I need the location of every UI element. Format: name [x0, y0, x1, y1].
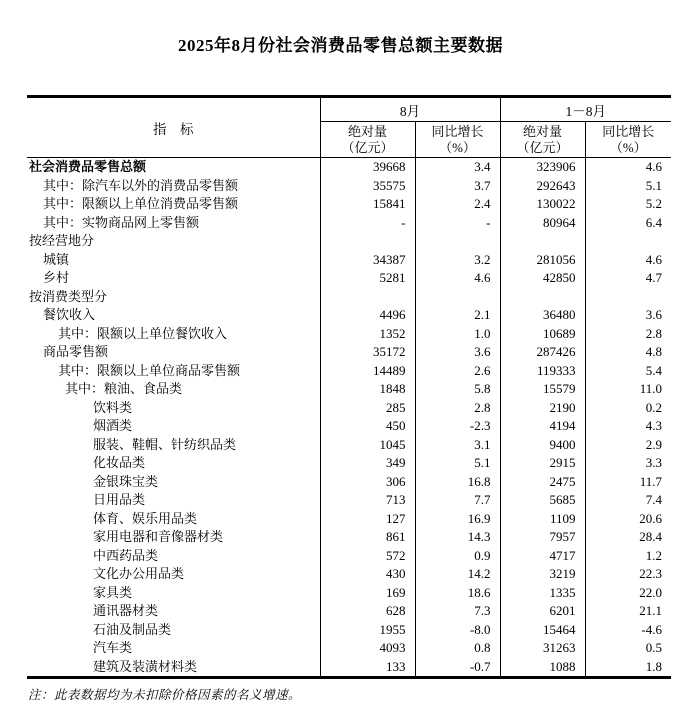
- row-value: 31263: [500, 639, 585, 658]
- row-value: -0.7: [415, 658, 500, 678]
- table-header: [27, 97, 671, 158]
- row-value: 130022: [500, 195, 585, 214]
- row-value: 1.8: [585, 658, 671, 678]
- row-value: 306: [320, 473, 415, 492]
- row-value: 22.0: [585, 584, 671, 603]
- row-value: -8.0: [415, 621, 500, 640]
- row-label: 其中：限额以上单位商品零售额: [58, 362, 241, 378]
- row-value: 9400: [500, 436, 585, 455]
- row-value: 2915: [500, 454, 585, 473]
- row-value: 3219: [500, 565, 585, 584]
- table-row: [27, 380, 671, 399]
- row-value: 3.2: [415, 251, 500, 270]
- table-row: [27, 491, 671, 510]
- row-value: 0.5: [585, 639, 671, 658]
- row-label: 餐饮收入: [43, 307, 96, 322]
- row-value: 1955: [320, 621, 415, 640]
- row-value: 1045: [320, 436, 415, 455]
- header-line: （亿元）: [341, 139, 394, 155]
- row-value: [500, 232, 585, 251]
- row-value: 127: [320, 510, 415, 529]
- row-value: 80964: [500, 214, 585, 233]
- table-row: [27, 177, 671, 196]
- header-line: 绝对量: [347, 123, 387, 139]
- row-value: 1.0: [415, 325, 500, 344]
- row-label: 商品零售额: [43, 344, 109, 359]
- indicator-column-header: 指 标: [27, 97, 320, 158]
- row-value: 861: [320, 528, 415, 547]
- row-label: 服装、鞋帽、针纺织品类: [93, 436, 237, 452]
- row-value: 281056: [500, 251, 585, 270]
- row-label: 乡村: [43, 270, 70, 285]
- table-row: [27, 621, 671, 640]
- row-value: 4.7: [585, 269, 671, 288]
- header-absolute-august: [320, 122, 415, 158]
- row-label: 建筑及装潢材料类: [93, 658, 198, 674]
- row-label: 家用电器和音像器材类: [93, 529, 224, 544]
- table-row: [27, 343, 671, 362]
- row-value: 572: [320, 547, 415, 566]
- row-value: 1.2: [585, 547, 671, 566]
- row-value: 3.1: [415, 436, 500, 455]
- header-growth-august: [415, 122, 500, 158]
- row-label: 饮料类: [93, 399, 133, 415]
- row-value: 3.4: [415, 158, 500, 177]
- row-value: 3.3: [585, 454, 671, 473]
- row-value: 20.6: [585, 510, 671, 529]
- row-value: [320, 288, 415, 307]
- row-value: 14489: [320, 362, 415, 381]
- row-value: 4093: [320, 639, 415, 658]
- row-value: 39668: [320, 158, 415, 177]
- row-label: 汽车类: [93, 640, 133, 655]
- row-value: 4.6: [585, 251, 671, 270]
- row-value: 5685: [500, 491, 585, 510]
- table-row: [27, 658, 671, 678]
- table-row: [27, 158, 671, 177]
- row-value: 5.4: [585, 362, 671, 381]
- row-value: 6201: [500, 602, 585, 621]
- table-row: [27, 325, 671, 344]
- table-row: [27, 584, 671, 603]
- row-value: 4717: [500, 547, 585, 566]
- row-value: 22.3: [585, 565, 671, 584]
- row-value: 6.4: [585, 214, 671, 233]
- row-value: 42850: [500, 269, 585, 288]
- row-label: 其中：限额以上单位餐饮收入: [58, 325, 228, 341]
- row-label: 其中：限额以上单位消费品零售额: [43, 196, 239, 211]
- row-value: [320, 232, 415, 251]
- row-value: 169: [320, 584, 415, 603]
- row-value: 28.4: [585, 528, 671, 547]
- table-body: [27, 158, 671, 678]
- row-value: 2190: [500, 399, 585, 418]
- row-label: 日用品类: [93, 492, 146, 507]
- row-value: 21.1: [585, 602, 671, 621]
- row-value: 133: [320, 658, 415, 678]
- row-value: 5.8: [415, 380, 500, 399]
- row-label: 按消费类型分: [29, 288, 108, 304]
- row-value: 2.4: [415, 195, 500, 214]
- row-value: 15579: [500, 380, 585, 399]
- row-value: 18.6: [415, 584, 500, 603]
- table-row: [27, 528, 671, 547]
- row-value: -: [415, 214, 500, 233]
- table-row: [27, 417, 671, 436]
- row-value: 36480: [500, 306, 585, 325]
- row-value: 2475: [500, 473, 585, 492]
- header-line: （%）: [439, 139, 476, 155]
- row-value: [500, 288, 585, 307]
- row-value: 4496: [320, 306, 415, 325]
- row-value: 1352: [320, 325, 415, 344]
- row-value: 4.6: [415, 269, 500, 288]
- row-value: 0.8: [415, 639, 500, 658]
- page-title: 2025年8月份社会消费品零售总额主要数据: [178, 36, 503, 55]
- row-label: 体育、娱乐用品类: [93, 510, 198, 526]
- row-label: 文化办公用品类: [93, 566, 185, 581]
- table-row: [27, 547, 671, 566]
- row-value: [415, 232, 500, 251]
- row-value: 285: [320, 399, 415, 418]
- row-value: 3.6: [415, 343, 500, 362]
- row-value: 292643: [500, 177, 585, 196]
- table-row: [27, 232, 671, 251]
- row-value: [585, 288, 671, 307]
- row-label: 其中：实物商品网上零售额: [43, 214, 200, 230]
- table-row: [27, 473, 671, 492]
- table-row: [27, 399, 671, 418]
- row-value: 450: [320, 417, 415, 436]
- row-label: 通讯器材类: [93, 603, 159, 618]
- row-value: 11.0: [585, 380, 671, 399]
- retail-sales-table: [27, 95, 671, 679]
- row-value: 16.9: [415, 510, 500, 529]
- row-value: 35575: [320, 177, 415, 196]
- row-value: 7.3: [415, 602, 500, 621]
- row-value: 119333: [500, 362, 585, 381]
- row-value: 0.2: [585, 399, 671, 418]
- row-value: 430: [320, 565, 415, 584]
- footnote: 注：此表数据均为未扣除价格因素的名义增速。: [28, 688, 302, 702]
- table-row: [27, 288, 671, 307]
- row-value: 11.7: [585, 473, 671, 492]
- row-value: 1848: [320, 380, 415, 399]
- row-value: -: [320, 214, 415, 233]
- row-value: 5.1: [415, 454, 500, 473]
- row-label: 金银珠宝类: [93, 473, 159, 489]
- row-label: 城镇: [43, 251, 70, 267]
- table-row: [27, 510, 671, 529]
- row-value: 2.8: [585, 325, 671, 344]
- row-value: 4.3: [585, 417, 671, 436]
- row-value: -4.6: [585, 621, 671, 640]
- row-value: 4.8: [585, 343, 671, 362]
- row-value: 35172: [320, 343, 415, 362]
- header-absolute-jan-aug: [500, 122, 585, 158]
- table-row: [27, 195, 671, 214]
- row-value: 5.1: [585, 177, 671, 196]
- row-value: [585, 232, 671, 251]
- table-row: [27, 639, 671, 658]
- row-value: 7.4: [585, 491, 671, 510]
- table-row: [27, 269, 671, 288]
- row-value: 5.2: [585, 195, 671, 214]
- row-label: 化妆品类: [93, 455, 146, 470]
- row-value: 0.9: [415, 547, 500, 566]
- table-row: [27, 362, 671, 381]
- header-growth-jan-aug: [585, 122, 671, 158]
- row-label: 烟酒类: [93, 418, 133, 433]
- row-value: 2.8: [415, 399, 500, 418]
- row-value: 628: [320, 602, 415, 621]
- row-value: 15841: [320, 195, 415, 214]
- row-value: 287426: [500, 343, 585, 362]
- row-value: 2.1: [415, 306, 500, 325]
- table-row: [27, 306, 671, 325]
- header-line: 绝对量: [522, 123, 562, 139]
- row-value: 2.9: [585, 436, 671, 455]
- column-group-jan-aug: 1－8月: [500, 97, 671, 122]
- row-value: 323906: [500, 158, 585, 177]
- row-value: 7.7: [415, 491, 500, 510]
- row-value: 14.3: [415, 528, 500, 547]
- row-value: [415, 288, 500, 307]
- row-value: 713: [320, 491, 415, 510]
- row-value: 4194: [500, 417, 585, 436]
- row-value: 7957: [500, 528, 585, 547]
- header-group-row: [27, 97, 671, 122]
- table-row: [27, 602, 671, 621]
- row-value: 349: [320, 454, 415, 473]
- table-row: [27, 436, 671, 455]
- row-value: 2.6: [415, 362, 500, 381]
- column-group-august: 8月: [320, 97, 500, 122]
- table-row: [27, 454, 671, 473]
- header-line: 同比增长: [431, 123, 484, 139]
- row-value: 1335: [500, 584, 585, 603]
- row-value: 3.6: [585, 306, 671, 325]
- row-label: 其中：粮油、食品类: [65, 381, 183, 396]
- row-value: 3.7: [415, 177, 500, 196]
- row-value: 5281: [320, 269, 415, 288]
- table-row: [27, 565, 671, 584]
- row-label: 按经营地分: [29, 233, 95, 248]
- row-label: 家具类: [93, 584, 133, 600]
- row-value: 14.2: [415, 565, 500, 584]
- row-value: 34387: [320, 251, 415, 270]
- row-label: 社会消费品零售总额: [29, 159, 147, 174]
- row-label: 石油及制品类: [93, 621, 172, 637]
- row-value: 1109: [500, 510, 585, 529]
- header-line: （亿元）: [516, 139, 569, 155]
- row-label: 中西药品类: [93, 547, 159, 563]
- header-line: 同比增长: [602, 123, 655, 139]
- row-label: 其中：除汽车以外的消费品零售额: [43, 177, 239, 193]
- row-value: 15464: [500, 621, 585, 640]
- row-value: 4.6: [585, 158, 671, 177]
- table-row: [27, 251, 671, 270]
- table-row: [27, 214, 671, 233]
- row-value: 1088: [500, 658, 585, 678]
- row-value: 10689: [500, 325, 585, 344]
- row-value: 16.8: [415, 473, 500, 492]
- header-line: （%）: [609, 139, 647, 155]
- row-value: -2.3: [415, 417, 500, 436]
